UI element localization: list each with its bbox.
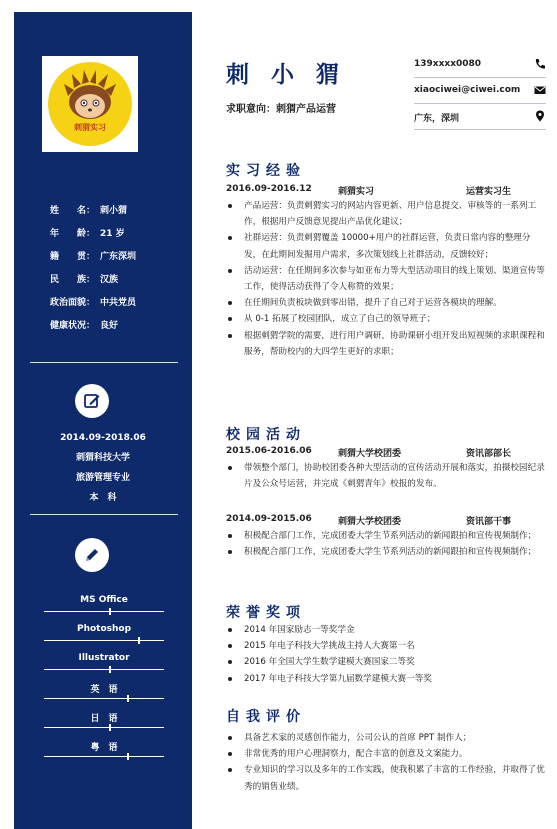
skill-name: MS Office <box>80 595 128 605</box>
honors-list <box>226 622 546 687</box>
info-label: 政治面貌： <box>50 298 96 308</box>
avatar-frame <box>42 56 138 152</box>
skills-list <box>44 592 164 766</box>
skill-name: 英 语 <box>90 685 118 695</box>
list-item: 2017 年电子科技大学第九届数学建模大赛一等奖 <box>226 671 546 687</box>
skill-item <box>44 737 164 766</box>
info-row <box>50 269 136 292</box>
list-item: 2015 年电子科技大学挑战主持人大赛第一名 <box>226 638 546 654</box>
skill-level-marker <box>138 637 140 644</box>
location-text: 广东，深圳 <box>414 114 460 124</box>
info-row <box>50 200 136 223</box>
campus-org: 刺猬大学校团委 <box>338 517 402 527</box>
education-block <box>14 428 192 508</box>
list-item: 积极配合部门工作，完成团委大学生节系列活动的新闻跟拍和宣传视频制作； <box>226 544 546 560</box>
campus-period: 2015.06-2016.06 <box>226 446 312 456</box>
avatar <box>48 62 132 146</box>
list-item: 带领整个部门，协助校团委各种大型活动的宣传活动开展和落实，拍摄校园纪录片及公众号运营，并完成《刺猬青年》校报的发布。 <box>226 460 546 492</box>
skill-item <box>44 708 164 737</box>
education-degree: 本 科 <box>89 493 117 503</box>
skill-name: Illustrator <box>78 653 130 663</box>
skill-item <box>44 592 164 621</box>
internship-period: 2016.09-2016.12 <box>226 184 312 194</box>
list-item: 专业知识的学习以及多年的工作实践，使我积累了丰富的工作经验，并取得了优秀的销售业绩。 <box>226 762 546 794</box>
skill-level-marker <box>109 724 111 731</box>
contact-block <box>414 52 546 130</box>
info-label: 民 族： <box>50 275 96 285</box>
hedgehog-icon <box>48 62 132 146</box>
info-label: 年 龄： <box>50 229 96 239</box>
list-item: 2014 年国家励志一等奖学金 <box>226 622 546 638</box>
list-item: 活动运营：在任期间多次参与如亚布力等大型活动项目的线上策划、渠道宣传等工作，使得活动获得了令人称赞的效果； <box>226 263 546 295</box>
list-item: 社群运营：负责刺猬覆盖 10000+用户的社群运营，负责日常内容的整理分发，在此期间发掘用户需求，多次策划线上社群活动，反馈较好； <box>226 230 546 262</box>
list-item: 积极配合部门工作，完成团委大学生节系列活动的新闻跟拍和宣传视频制作； <box>226 528 546 544</box>
contact-phone <box>414 52 546 78</box>
info-value: 良好 <box>100 321 119 331</box>
contact-email <box>414 78 546 104</box>
email-text: xiaociwei@ciwei.com <box>414 85 521 95</box>
self-eval-list <box>226 730 546 795</box>
sidebar <box>14 12 192 829</box>
info-row <box>50 315 136 338</box>
list-item: 在任期间负责板块做到零出错，提升了自己对于运营各模块的理解。 <box>226 295 546 311</box>
section-title-honors: 荣誉奖项 <box>226 605 306 621</box>
mail-icon <box>534 84 546 96</box>
skill-name: 粤 语 <box>90 743 118 753</box>
phone-icon <box>534 58 546 70</box>
skill-level-marker <box>109 608 111 615</box>
info-value: 刺小猬 <box>100 206 128 216</box>
info-label: 籍 贯： <box>50 252 96 262</box>
pencil-icon <box>75 538 109 572</box>
info-value: 广东深圳 <box>100 252 137 262</box>
list-item: 具备艺术家的灵感创作能力，公司公认的首席 PPT 制作人； <box>226 730 546 746</box>
job-intent: 求职意向：刺猬产品运营 <box>226 104 336 115</box>
info-row <box>50 223 136 246</box>
skill-level-marker <box>127 695 129 702</box>
info-value: 21 岁 <box>100 229 125 239</box>
location-pin-icon <box>534 110 546 122</box>
education-major: 旅游管理专业 <box>75 473 130 483</box>
campus-list <box>226 528 546 560</box>
internship-header <box>226 184 512 197</box>
skill-bar <box>44 669 164 670</box>
candidate-name: 刺小猬 <box>226 61 361 88</box>
sidebar-divider <box>30 362 178 363</box>
info-label: 姓 名： <box>50 206 96 216</box>
info-row <box>50 246 136 269</box>
skill-level-marker <box>127 753 129 760</box>
list-item: 从 0-1 拓展了校园团队，成立了自己的领导班子； <box>226 311 546 327</box>
personal-info <box>50 200 136 338</box>
list-item: 根据刺猬学院的需要，进行用户调研，协助课研小组开发出短视频的求职课程和服务，帮助校内的大四学生更好的求职； <box>226 328 546 360</box>
sidebar-divider <box>30 514 178 515</box>
info-value: 汉族 <box>100 275 119 285</box>
skill-name: Photoshop <box>76 624 132 634</box>
internship-org: 刺猬实习 <box>338 187 375 197</box>
skill-item <box>44 621 164 650</box>
internship-role: 运营实习生 <box>466 187 512 197</box>
skill-level-marker <box>109 666 111 673</box>
skill-name: 日 语 <box>90 714 118 724</box>
list-item: 非常优秀的用户心理洞察力，配合丰富的创意及文案能力。 <box>226 746 546 762</box>
info-label: 健康状况： <box>50 321 96 331</box>
campus-org: 刺猬大学校团委 <box>338 449 402 459</box>
contact-location <box>414 104 546 130</box>
education-period: 2014.09-2018.06 <box>60 433 146 443</box>
skill-bar <box>44 727 164 728</box>
campus-role: 资讯部干事 <box>466 517 512 527</box>
skill-bar <box>44 698 164 699</box>
phone-text: 139xxxx0080 <box>414 59 482 69</box>
campus-entry-header <box>226 446 512 459</box>
campus-entry-header <box>226 514 512 527</box>
section-title-campus: 校园活动 <box>226 427 306 443</box>
list-item: 产品运营：负责刺猬实习的网站内容更新、用户信息提交、审核等的一系列工作，根据用户反馈意见提出产品优化建议； <box>226 198 546 230</box>
campus-list <box>226 460 546 492</box>
skill-bar <box>44 611 164 612</box>
edit-square-icon <box>75 384 109 418</box>
skill-item <box>44 679 164 708</box>
campus-role: 资讯部部长 <box>466 449 512 459</box>
section-title-self: 自我评价 <box>226 709 306 725</box>
campus-period: 2014.09-2015.06 <box>226 514 312 524</box>
education-school: 刺猬科技大学 <box>75 453 130 463</box>
skill-bar <box>44 756 164 757</box>
info-value: 中共党员 <box>100 298 137 308</box>
avatar-logo-text: 刺猬实习 <box>74 123 106 132</box>
internship-list <box>226 198 546 360</box>
info-row <box>50 292 136 315</box>
list-item: 2016 年全国大学生数学建模大赛国家二等奖 <box>226 654 546 670</box>
skill-item <box>44 650 164 679</box>
skill-bar <box>44 640 164 641</box>
section-title-internship: 实习经验 <box>226 163 306 179</box>
